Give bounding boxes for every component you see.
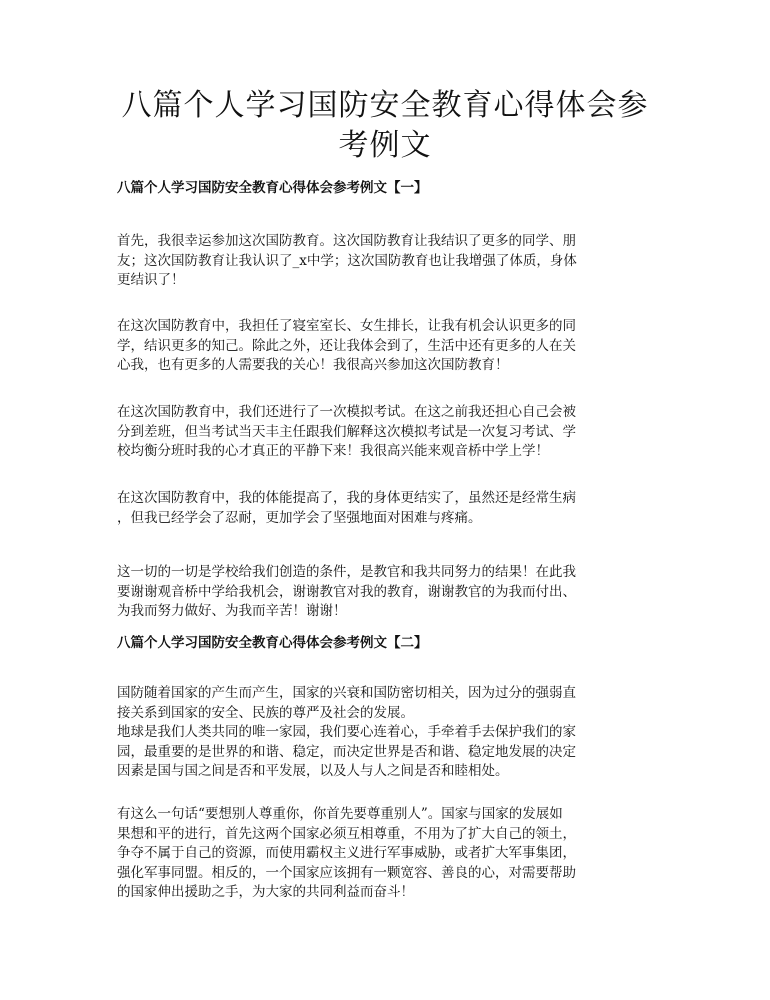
text-line: 首先，我很幸运参加这次国防教育。这次国防教育让我结识了更多的同学、朋 bbox=[117, 233, 576, 249]
text-line: 地球是我们人类共同的唯一家园，我们要心连着心，手牵着手去保护我们的家 bbox=[117, 724, 576, 740]
text-line: ，但我已经学会了忍耐，更加学会了坚强地面对困难与疼痛。 bbox=[117, 509, 482, 526]
text-line: 更结识了！ bbox=[117, 272, 185, 288]
text-line: 在这次国防教育中，我们还进行了一次模拟考试。在这之前我还担心自己会被 bbox=[117, 404, 576, 420]
text-line: 的国家伸出援助之手，为大家的共同利益而奋斗！ bbox=[117, 884, 414, 900]
text-line: 校均衡分班时我的心才真正的平静下来！我很高兴能来观音桥中学上学！ bbox=[117, 443, 549, 459]
paragraph bbox=[117, 317, 657, 376]
title-line-1: 八篇个人学习国防安全教育心得体会参 bbox=[121, 88, 649, 123]
paragraph bbox=[117, 805, 657, 903]
text-line: 在这次国防教育中，我担任了寝室室长、女生排长，让我有机会认识更多的同 bbox=[117, 318, 576, 334]
text-line: 心我，也有更多的人需要我的关心！我很高兴参加这次国防教育！ bbox=[117, 357, 509, 373]
text-line: 接关系到国家的安全、民族的尊严及社会的发展。 bbox=[117, 704, 414, 721]
title-line-2: 考例文 bbox=[338, 128, 432, 163]
text-line: 国防随着国家的产生而产生，国家的兴衰和国防密切相关，因为过分的强弱直 bbox=[117, 685, 576, 701]
text-line: 学，结识更多的知己。除此之外，还让我体会到了，生活中还有更多的人在关 bbox=[117, 337, 576, 354]
paragraph bbox=[117, 563, 657, 622]
text-line: 友；这次国防教育让我认识了_x中学；这次国防教育也让我增强了体质，身体 bbox=[117, 252, 577, 269]
text-line: 有这么一句话“要想别人尊重你，你首先要尊重别人”。国家与国家的发展如 bbox=[117, 806, 563, 822]
paragraph bbox=[117, 403, 657, 462]
text-line: 要谢谢观音桥中学给我机会，谢谢教官对我的教育，谢谢教官的为我而付出、 bbox=[117, 583, 576, 600]
text-line: 争夺不属于自己的资源，而使用霸权主义进行军事威胁，或者扩大军事集团， bbox=[117, 845, 576, 861]
text-line: 为我而努力做好、为我而辛苦！谢谢！ bbox=[117, 603, 347, 619]
text-line: 在这次国防教育中，我的体能提高了，我的身体更结实了，虽然还是经常生病 bbox=[117, 490, 576, 506]
paragraph bbox=[117, 489, 657, 528]
text-line: 这一切的一切是学校给我们创造的条件，是教官和我共同努力的结果！在此我 bbox=[117, 564, 576, 580]
paragraph bbox=[117, 232, 657, 291]
paragraph bbox=[117, 684, 657, 782]
text-line: 果想和平的进行，首先这两个国家必须互相尊重，不用为了扩大自己的领土， bbox=[117, 825, 576, 842]
section-1-heading: 八篇个人学习国防安全教育心得体会参考例文【一】 bbox=[117, 180, 428, 196]
text-line: 因素是国与国之间是否和平发展，以及人与人之间是否和睦相处。 bbox=[117, 763, 509, 779]
text-line: 园，最重要的是世界的和谐、稳定，而决定世界是否和谐、稳定地发展的决定 bbox=[117, 743, 576, 760]
document-title bbox=[100, 86, 670, 166]
text-line: 强化军事同盟。相反的，一个国家应该拥有一颗宽容、善良的心，对需要帮助 bbox=[117, 864, 576, 881]
text-line: 分到差班，但当考试当天丰主任跟我们解释这次模拟考试是一次复习考试、学 bbox=[117, 423, 576, 440]
section-2-heading: 八篇个人学习国防安全教育心得体会参考例文【二】 bbox=[117, 635, 428, 651]
